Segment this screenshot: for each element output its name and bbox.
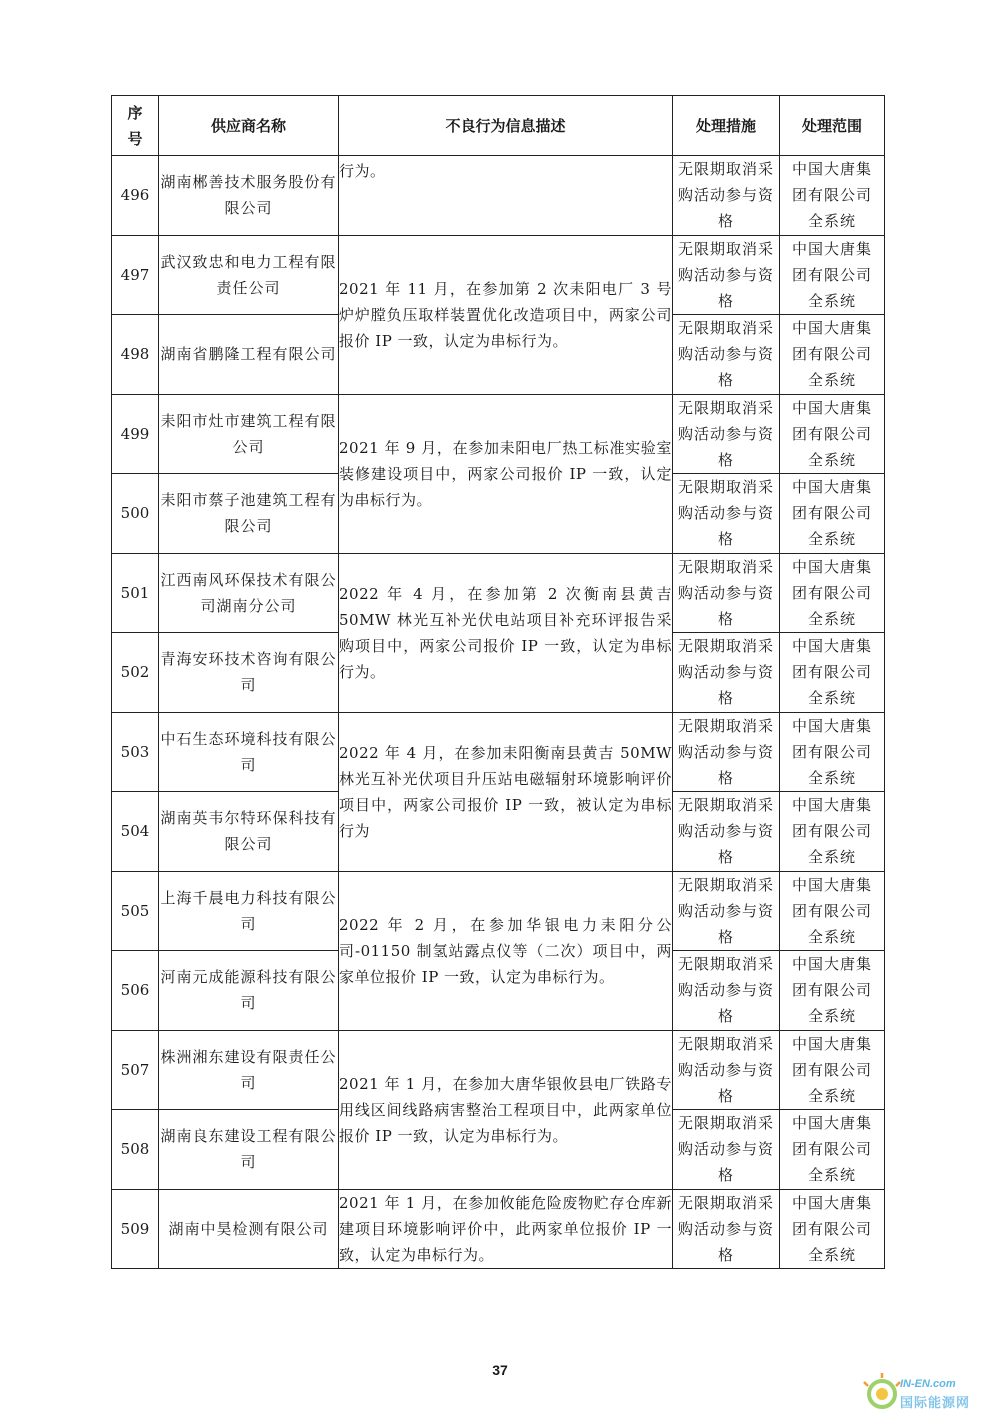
header-measure: 处理措施	[673, 96, 780, 156]
violation-description: 2021 年 1 月，在参加攸能危险废物贮存仓库新建项目环境影响评价中，此两家单位报价 IP 一致，认定为串标行为。	[339, 1189, 673, 1269]
header-scope: 处理范围	[780, 96, 885, 156]
table-header-row	[112, 96, 885, 156]
table-row	[112, 871, 885, 951]
blacklist-table	[111, 95, 885, 1269]
violation-description: 行为。	[339, 156, 673, 236]
handling-scope: 中国大唐集 团有限公司 全系统	[780, 712, 885, 792]
supplier-name: 耒阳市灶市建筑工程有限公司	[159, 394, 339, 474]
handling-measure: 无限期取消采 购活动参与资 格	[673, 1110, 780, 1190]
row-number: 509	[112, 1189, 159, 1269]
header-supplier: 供应商名称	[159, 96, 339, 156]
violation-description: 2021 年 1 月，在参加大唐华银攸县电厂铁路专用线区间线路病害整治工程项目中，此两家单位报价 IP 一致，认定为串标行为。	[339, 1030, 673, 1189]
row-number: 500	[112, 474, 159, 554]
row-number: 504	[112, 792, 159, 872]
handling-scope: 中国大唐集 团有限公司 全系统	[780, 1189, 885, 1269]
row-number: 502	[112, 633, 159, 713]
supplier-name: 湖南良东建设工程有限公司	[159, 1110, 339, 1190]
supplier-name: 湖南英韦尔特环保科技有限公司	[159, 792, 339, 872]
handling-scope: 中国大唐集 团有限公司 全系统	[780, 474, 885, 554]
handling-measure: 无限期取消采 购活动参与资 格	[673, 1189, 780, 1269]
supplier-name: 武汉致忠和电力工程有限责任公司	[159, 235, 339, 315]
handling-measure: 无限期取消采 购活动参与资 格	[673, 474, 780, 554]
supplier-name: 湖南郴善技术服务股份有限公司	[159, 156, 339, 236]
handling-measure: 无限期取消采 购活动参与资 格	[673, 315, 780, 395]
table-row	[112, 553, 885, 633]
row-number: 507	[112, 1030, 159, 1110]
violation-description: 2022 年 2 月，在参加华银电力耒阳分公司-01150 制氢站露点仪等（二次）项目中，两家单位报价 IP 一致，认定为串标行为。	[339, 871, 673, 1030]
handling-scope: 中国大唐集 团有限公司 全系统	[780, 871, 885, 951]
handling-measure: 无限期取消采 购活动参与资 格	[673, 235, 780, 315]
supplier-name: 中石生态环境科技有限公司	[159, 712, 339, 792]
watermark-domain: IN-EN.com	[900, 1378, 956, 1390]
row-number: 503	[112, 712, 159, 792]
supplier-name: 青海安环技术咨询有限公司	[159, 633, 339, 713]
handling-scope: 中国大唐集 团有限公司 全系统	[780, 1110, 885, 1190]
handling-scope: 中国大唐集 团有限公司 全系统	[780, 156, 885, 236]
violation-description: 2022 年 4 月，在参加耒阳衡南县黄吉 50MW 林光互补光伏项目升压站电磁辐射环境影响评价项目中，两家公司报价 IP 一致，被认定为串标行为	[339, 712, 673, 871]
row-number: 499	[112, 394, 159, 474]
violation-description: 2022 年 4 月，在参加第 2 次衡南县黄吉 50MW 林光互补光伏电站项目补充环评报告采购项目中，两家公司报价 IP 一致，认定为串标行为。	[339, 553, 673, 712]
handling-scope: 中国大唐集 团有限公司 全系统	[780, 951, 885, 1031]
row-number: 505	[112, 871, 159, 951]
handling-measure: 无限期取消采 购活动参与资 格	[673, 871, 780, 951]
table-body	[112, 156, 885, 1269]
handling-scope: 中国大唐集 团有限公司 全系统	[780, 1030, 885, 1110]
violation-description: 2021 年 9 月，在参加耒阳电厂热工标准实验室装修建设项目中，两家公司报价 IP 一致，认定为串标行为。	[339, 394, 673, 553]
handling-scope: 中国大唐集 团有限公司 全系统	[780, 315, 885, 395]
handling-scope: 中国大唐集 团有限公司 全系统	[780, 792, 885, 872]
supplier-name: 上海千晨电力科技有限公司	[159, 871, 339, 951]
supplier-name: 耒阳市蔡子池建筑工程有限公司	[159, 474, 339, 554]
handling-scope: 中国大唐集 团有限公司 全系统	[780, 235, 885, 315]
supplier-name: 湖南中昊检测有限公司	[159, 1189, 339, 1269]
handling-measure: 无限期取消采 购活动参与资 格	[673, 394, 780, 474]
row-number: 501	[112, 553, 159, 633]
row-number: 497	[112, 235, 159, 315]
header-seq-label: 序 号	[127, 103, 143, 148]
row-number: 506	[112, 951, 159, 1031]
handling-measure: 无限期取消采 购活动参与资 格	[673, 712, 780, 792]
handling-measure: 无限期取消采 购活动参与资 格	[673, 1030, 780, 1110]
row-number: 508	[112, 1110, 159, 1190]
handling-scope: 中国大唐集 团有限公司 全系统	[780, 633, 885, 713]
row-number: 498	[112, 315, 159, 395]
supplier-name: 河南元成能源科技有限公司	[159, 951, 339, 1031]
handling-measure: 无限期取消采 购活动参与资 格	[673, 633, 780, 713]
handling-measure: 无限期取消采 购活动参与资 格	[673, 792, 780, 872]
handling-measure: 无限期取消采 购活动参与资 格	[673, 553, 780, 633]
header-description: 不良行为信息描述	[339, 96, 673, 156]
page-number: 37	[492, 1362, 508, 1378]
table-row	[112, 712, 885, 792]
supplier-name: 湖南省鹏隆工程有限公司	[159, 315, 339, 395]
handling-measure: 无限期取消采 购活动参与资 格	[673, 156, 780, 236]
handling-scope: 中国大唐集 团有限公司 全系统	[780, 553, 885, 633]
table-row	[112, 394, 885, 474]
watermark-brand: 国际能源网	[900, 1396, 971, 1411]
handling-scope: 中国大唐集 团有限公司 全系统	[780, 394, 885, 474]
handling-measure: 无限期取消采 购活动参与资 格	[673, 951, 780, 1031]
table-row	[112, 235, 885, 315]
header-seq	[112, 96, 159, 156]
table-row	[112, 1030, 885, 1110]
violation-description: 2021 年 11 月，在参加第 2 次耒阳电厂 3 号炉炉膛负压取样装置优化改造项目中，两家公司报价 IP 一致，认定为串标行为。	[339, 235, 673, 394]
table-row	[112, 156, 885, 236]
row-number: 496	[112, 156, 159, 236]
supplier-name: 江西南风环保技术有限公司湖南分公司	[159, 553, 339, 633]
supplier-name: 株洲湘东建设有限责任公司	[159, 1030, 339, 1110]
table-row	[112, 1189, 885, 1269]
